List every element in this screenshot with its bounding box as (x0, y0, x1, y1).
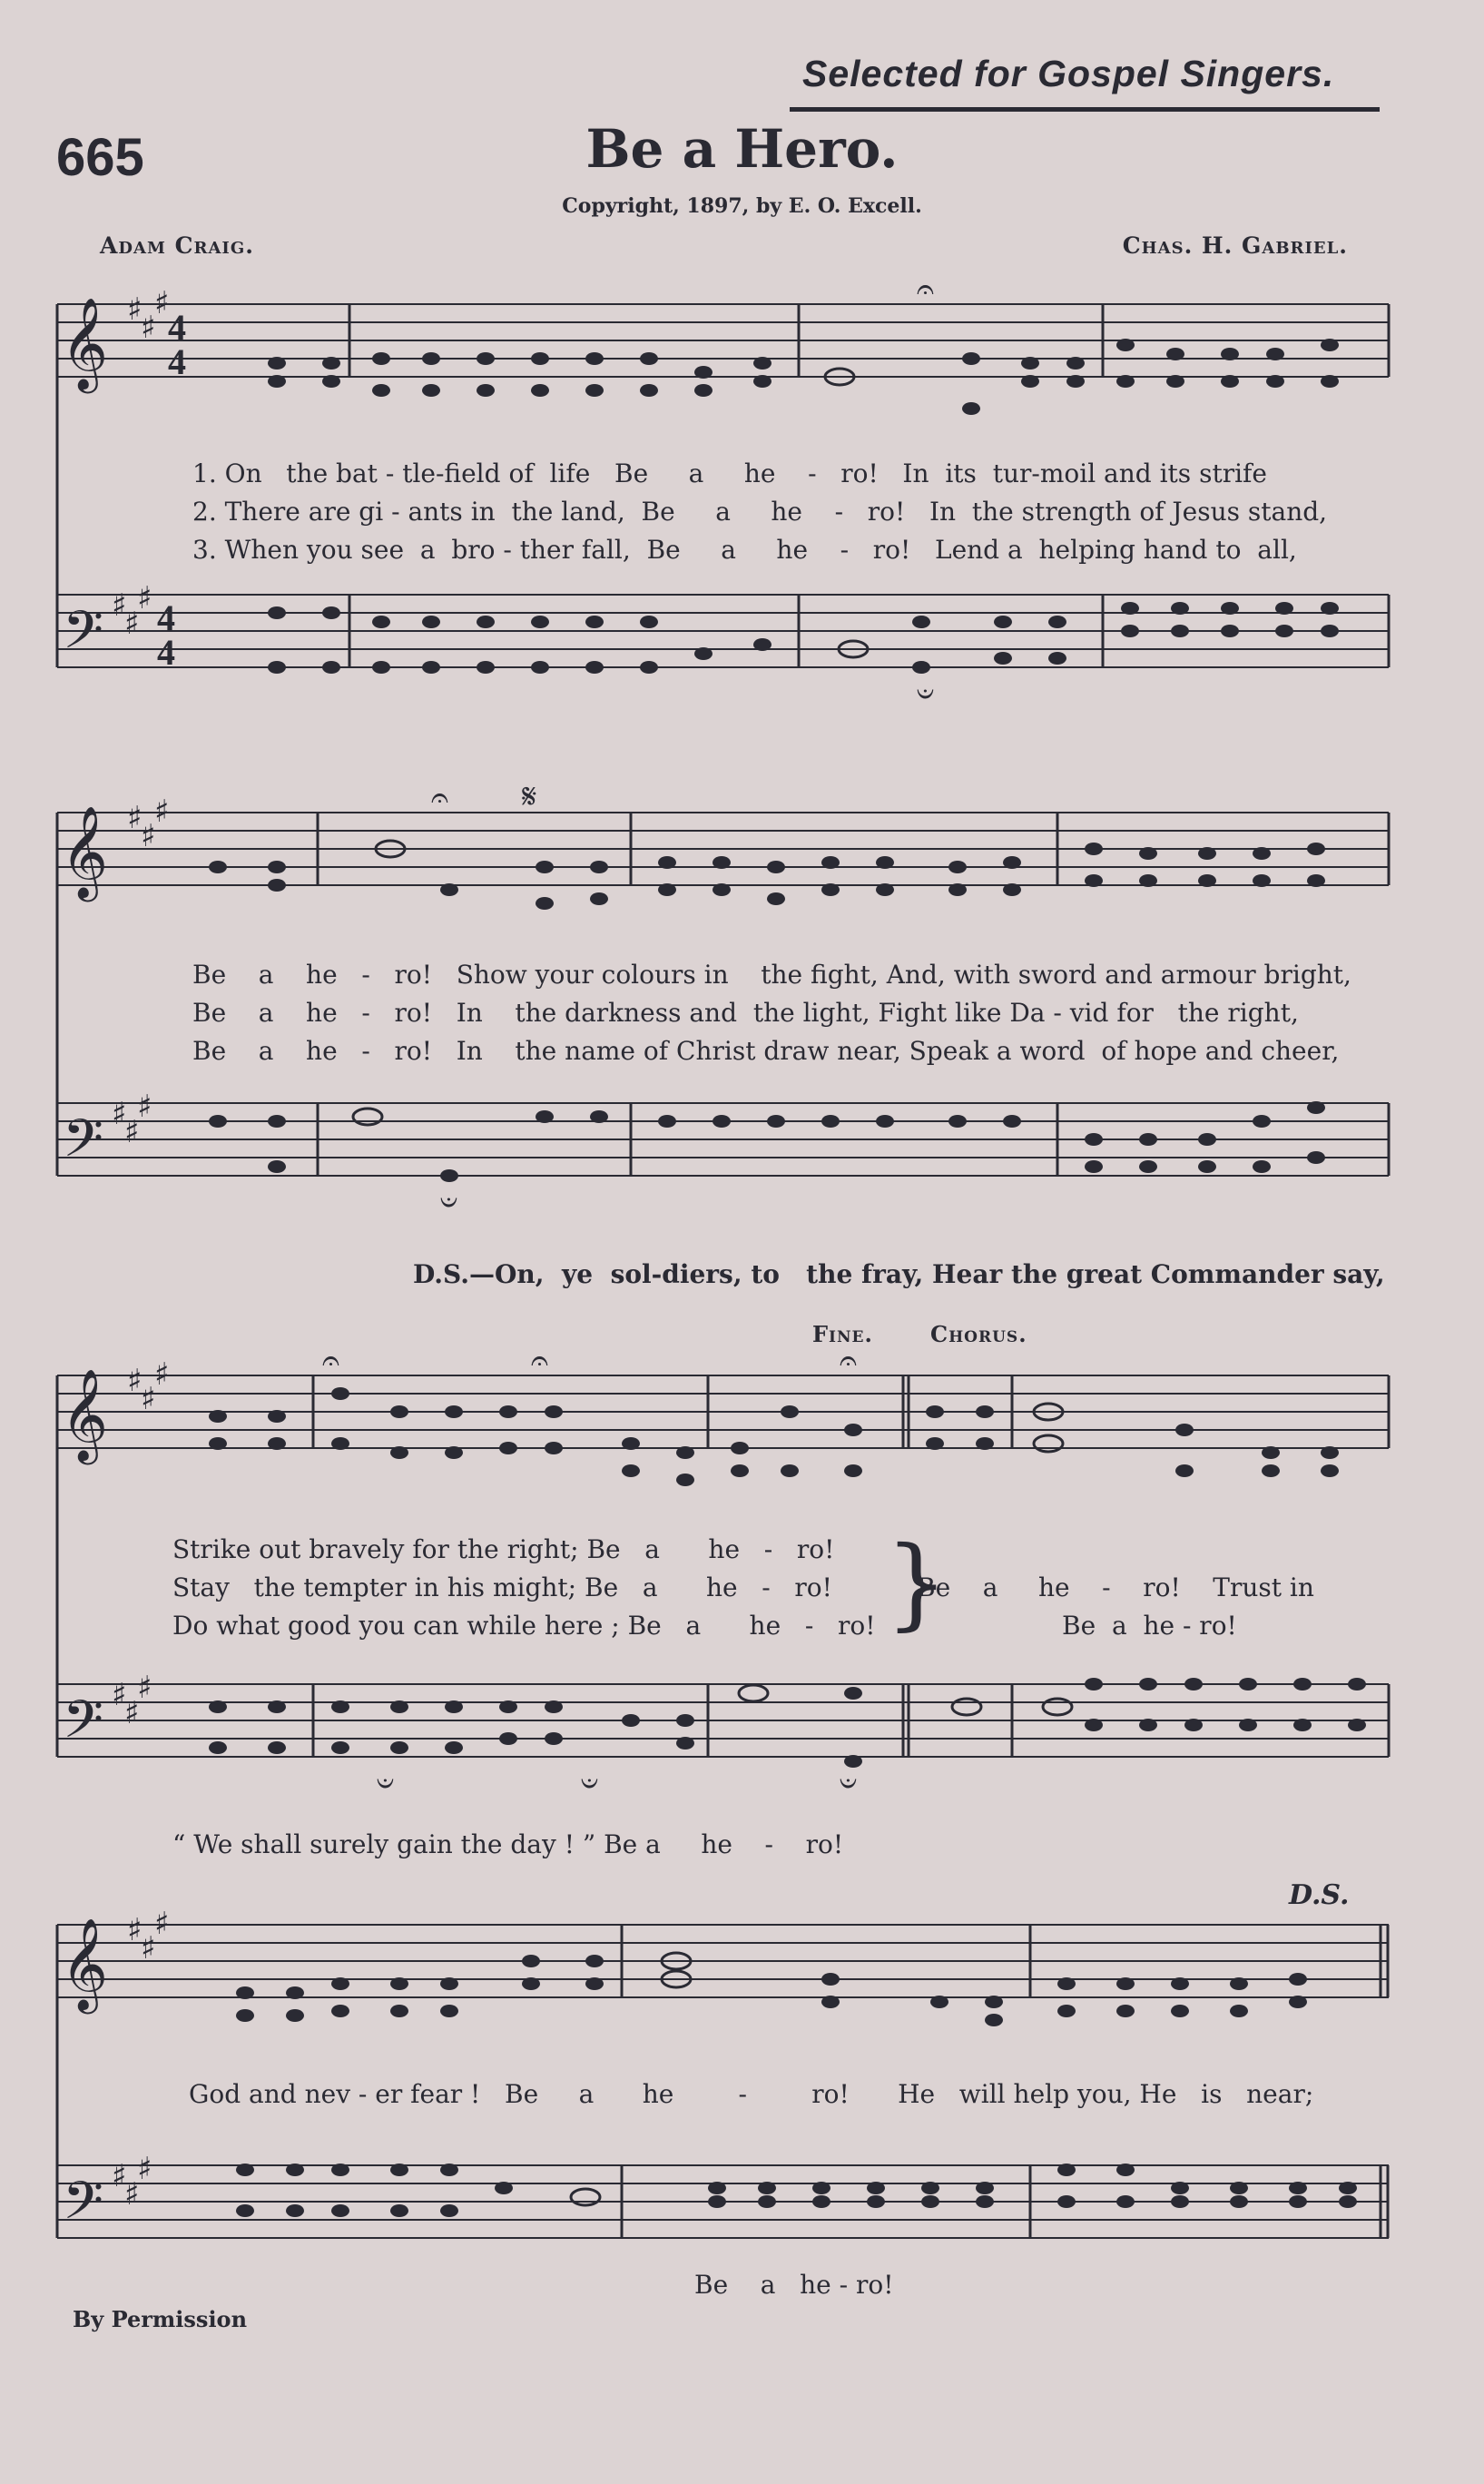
bass-clef-icon: 𝄢 (63, 2170, 104, 2244)
fermata-icon: 𝄐 (917, 272, 934, 308)
fermata-icon: 𝄐 (531, 1344, 548, 1379)
key-sharp-icon: ♯ (124, 1114, 140, 1150)
key-sharp-icon: ♯ (127, 1912, 143, 1948)
bass-clef-icon: 𝄢 (63, 599, 104, 674)
hymn-title: Be a Hero. (585, 118, 899, 180)
treble-clef-icon: 𝄞 (61, 1367, 109, 1461)
key-sharp-icon: ♯ (112, 1677, 127, 1713)
composer: Chas. H. Gabriel. (1122, 232, 1348, 259)
verse-brace: } (885, 1524, 948, 1641)
treble-notes (209, 1387, 1339, 1486)
treble-staff (57, 813, 1389, 885)
key-sharp-icon: ♯ (127, 1363, 143, 1399)
fermata-icon: 𝄑 (377, 1765, 394, 1801)
key-sharp-icon: ♯ (124, 606, 140, 642)
chorus-lyrics-top: Be a he - ro! Trust in (917, 1572, 1314, 1602)
key-sharp-icon: ♯ (127, 291, 143, 328)
key-sharp-icon: ♯ (137, 580, 152, 616)
key-sharp-icon: ♯ (124, 1695, 140, 1731)
time-signature: 4 (157, 597, 175, 638)
key-sharp-icon: ♯ (154, 794, 170, 830)
fermata-icon: 𝄐 (431, 781, 448, 816)
header-rule (790, 107, 1380, 112)
lyrics-line: God and nev - er fear ! Be a he - ro! He will help you, He is near; (189, 2079, 1314, 2109)
bass-staff (57, 1103, 1389, 1176)
ds-marking: D.S. (1289, 1879, 1350, 1911)
treble-staff (57, 1375, 1389, 1448)
lyrics-verse-2: 2. There are gi - ants in the land, Be a he - ro! In the strength of Jesus stand, (192, 497, 1328, 527)
fermata-icon: 𝄑 (440, 1184, 457, 1220)
key-sharp-icon: ♯ (112, 587, 127, 624)
treble-notes (236, 1953, 1307, 2026)
treble-clef-icon: 𝄞 (61, 1917, 109, 2010)
lyrics-verse-2: Be a he - ro! In the darkness and the light, Fight like Da - vid for the right, (192, 998, 1299, 1028)
fermata-icon: 𝄑 (840, 1765, 857, 1801)
key-sharp-icon: ♯ (154, 1356, 170, 1393)
fermata-icon: 𝄑 (581, 1765, 598, 1801)
chorus-lyrics-bass: Be a he - ro! (1062, 1611, 1237, 1641)
time-signature: 4 (157, 632, 175, 673)
treble-staff (57, 1925, 1389, 1997)
key-sharp-icon: ♯ (127, 800, 143, 836)
bass-clef-icon: 𝄢 (63, 1108, 104, 1182)
key-sharp-icon: ♯ (112, 2158, 127, 2194)
lyrics-verse-1: 1. On the bat - tle-field of life Be a he - ro! In its tur-moil and its strife (192, 458, 1267, 488)
book-header-title: Selected for Gospel Singers. (802, 53, 1335, 94)
lyricist: Adam Craig. (100, 232, 254, 259)
copyright-line: Copyright, 1897, by E. O. Excell. (562, 194, 922, 218)
bass-notes (209, 1678, 1366, 1768)
treble-notes (209, 841, 1325, 910)
key-sharp-icon: ♯ (137, 2151, 152, 2187)
hymn-number: 665 (56, 128, 144, 187)
bass-clef-icon: 𝄢 (63, 1689, 104, 1763)
bass-notes (236, 2164, 1357, 2217)
treble-clef-icon: 𝄞 (61, 804, 109, 898)
fine-marking: Fine. (812, 1321, 873, 1347)
lyrics-verse-1: Strike out bravely for the right; Be a he - ro! (172, 1534, 835, 1564)
key-sharp-icon: ♯ (112, 1096, 127, 1132)
fermata-icon: 𝄑 (917, 675, 934, 712)
ds-lyrics: D.S.—On, ye sol-diers, to the fray, Hear the great Commander say, (413, 1259, 1385, 1289)
chorus-marking: Chorus. (930, 1321, 1027, 1347)
key-sharp-icon: ♯ (124, 2176, 140, 2213)
lyrics-verse-3: Be a he - ro! In the name of Christ draw near, Speak a word of hope and cheer, (192, 1036, 1340, 1066)
permission-note: By Permission (73, 2306, 248, 2332)
time-signature: 4 (168, 341, 186, 382)
treble-staff (57, 304, 1389, 377)
bass-lyrics: “ We shall surely gain the day ! ” Be a he - ro! (172, 1829, 844, 1859)
lyrics-verse-2: Stay the tempter in his might; Be a he - ro! (172, 1572, 832, 1602)
key-sharp-icon: ♯ (141, 818, 156, 854)
bass-lyrics: Be a he - ro! (694, 2270, 894, 2300)
key-sharp-icon: ♯ (154, 1906, 170, 1942)
lyrics-verse-1: Be a he - ro! Show your colours in the fight, And, with sword and armour bright, (192, 960, 1351, 990)
key-sharp-icon: ♯ (141, 1930, 156, 1966)
fermata-icon: 𝄐 (840, 1344, 857, 1379)
lyrics-verse-3: 3. When you see a bro - ther fall, Be a he - ro! Lend a helping hand to all, (192, 535, 1297, 565)
key-sharp-icon: ♯ (137, 1670, 152, 1706)
fermata-icon: 𝄐 (322, 1344, 339, 1379)
music-system-1 (50, 272, 1393, 717)
key-sharp-icon: ♯ (141, 1381, 156, 1417)
bass-notes (209, 1101, 1325, 1182)
treble-clef-icon: 𝄞 (61, 296, 109, 389)
key-sharp-icon: ♯ (137, 1089, 152, 1125)
time-signature: 4 (168, 307, 186, 348)
key-sharp-icon: ♯ (141, 310, 156, 346)
lyrics-verse-3: Do what good you can while here ; Be a he - ro! (172, 1611, 876, 1641)
key-sharp-icon: ♯ (154, 285, 170, 321)
segno-icon: 𝄋 (522, 781, 537, 816)
